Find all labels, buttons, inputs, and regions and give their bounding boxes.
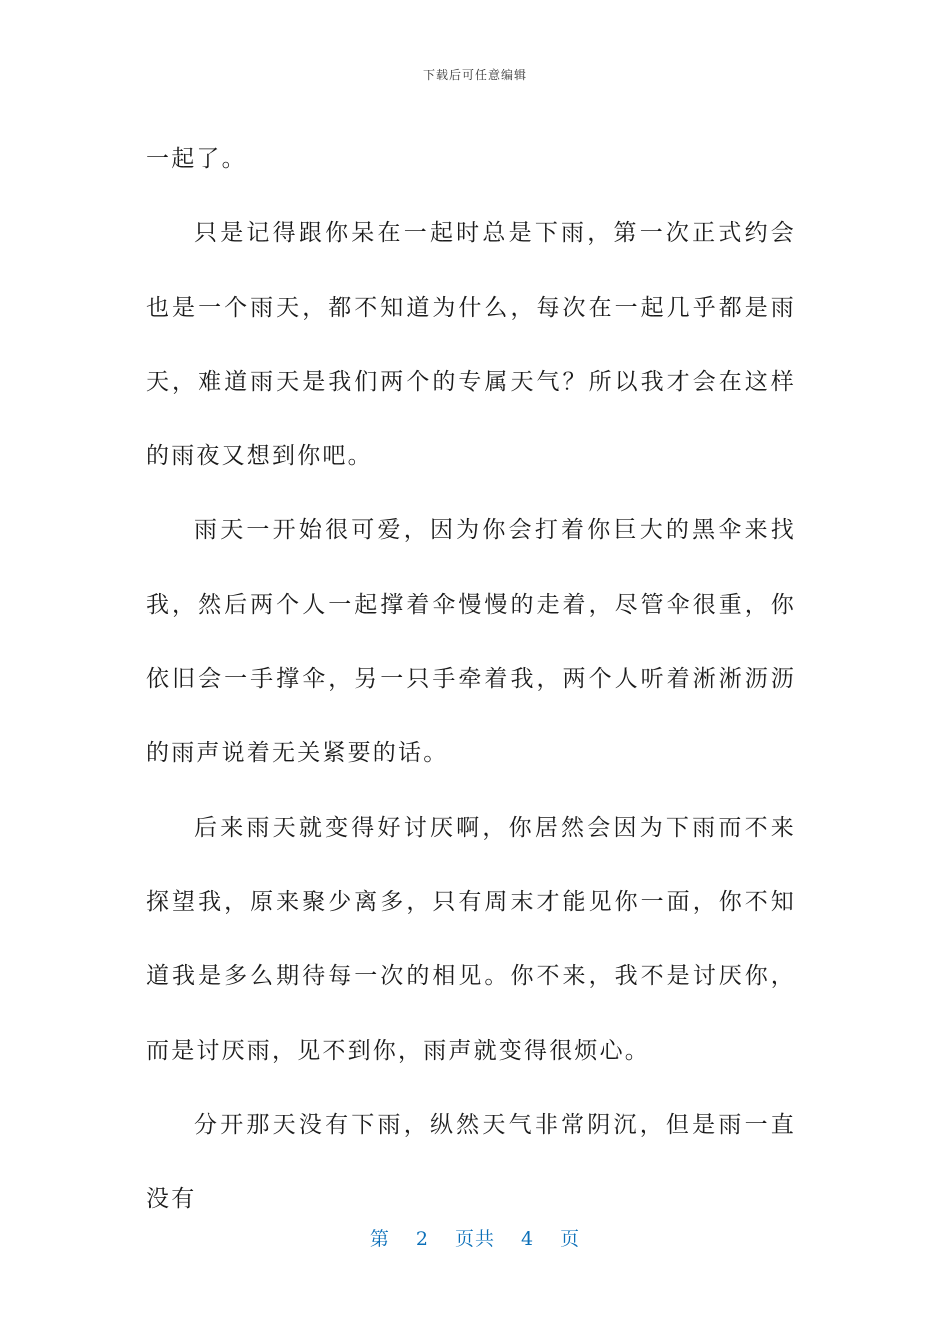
footer-suffix: 页 <box>560 1228 581 1250</box>
paragraph: 雨天一开始很可爱，因为你会打着你巨大的黑伞来找我，然后两个人一起撑着伞慢慢的走着，尽管伞很重，你依旧会一手撑伞，另一只手牵着我，两个人听着淅淅沥沥的雨声说着无关紧要的话。 <box>146 517 796 767</box>
footer-middle: 页共 <box>454 1228 495 1250</box>
footer-page-number: 2 <box>415 1228 429 1250</box>
footer-prefix: 第 <box>369 1228 390 1250</box>
paragraph: 只是记得跟你呆在一起时总是下雨，第一次正式约会也是一个雨天，都不知道为什么，每次在一起几乎都是雨天，难道雨天是我们两个的专属天气？所以我才会在这样的雨夜又想到你吧。 <box>146 220 796 470</box>
body-text <box>146 122 796 1236</box>
header-note: 下载后可任意编辑 <box>422 68 527 82</box>
paragraph: 一起了。 <box>146 146 247 172</box>
page-footer <box>0 1224 950 1251</box>
paragraph: 分开那天没有下雨，纵然天气非常阴沉，但是雨一直没有 <box>146 1111 796 1213</box>
paragraph: 后来雨天就变得好讨厌啊，你居然会因为下雨而不来探望我，原来聚少离多，只有周末才能见你一面，你不知道我是多么期待每一次的相见。你不来，我不是讨厌你，而是讨厌雨，见不到你，雨声就变得很烦心。 <box>146 814 796 1064</box>
footer-total-pages: 4 <box>521 1228 535 1250</box>
